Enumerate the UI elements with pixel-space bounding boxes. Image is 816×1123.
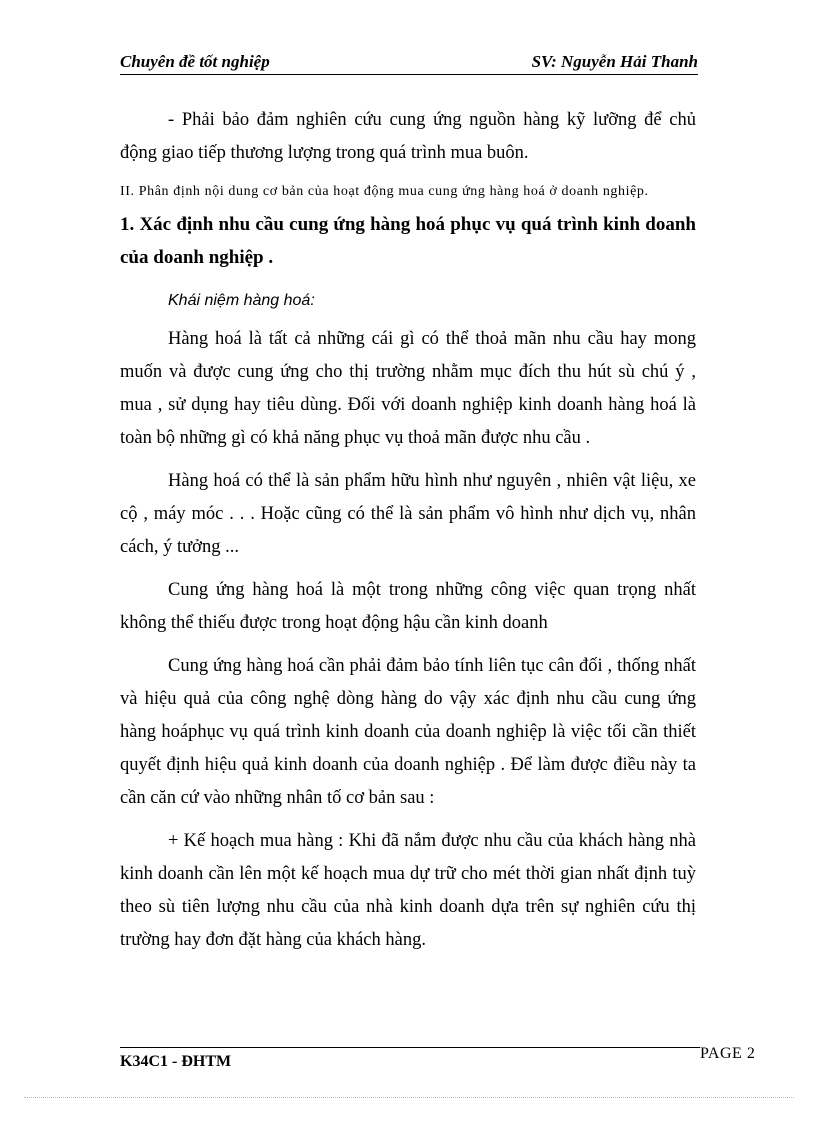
footer-class-code: K34C1 - ĐHTM bbox=[120, 1053, 232, 1070]
document-body bbox=[120, 104, 696, 967]
paragraph-goods-definition: Hàng hoá là tất cả những cái gì có thể thoả mãn nhu cầu hay mong muốn và được cung ứng cho thị trường nhằm mục đích thu hút sù chú ý , mua , sử dụng hay tiêu dùng. Đối với doanh nghiệp kinh doanh hàng hoá là toàn bộ những gì có khả năng phục vụ thoả mãn được nhu cầu . bbox=[120, 329, 696, 448]
page-header bbox=[120, 52, 698, 75]
concept-label: Khái niệm hàng hoá: bbox=[168, 292, 315, 309]
page-bottom-dotted-line bbox=[24, 1097, 794, 1098]
footer-divider bbox=[120, 1047, 700, 1048]
paragraph-purchase-plan: + Kế hoạch mua hàng : Khi đã nắm được nhu cầu của khách hàng nhà kinh doanh cần lên một kế hoạch mua dự trữ cho mét thời gian nhất định tuỳ theo sù tiên lượng nhu cầu của nhà kinh doanh dựa trên sự nghiên cứu thị trường hay đơn đặt hàng của khách hàng. bbox=[120, 831, 696, 950]
paragraph-research-requirement: - Phải bảo đảm nghiên cứu cung ứng nguồn hàng kỹ lưỡng để chủ động giao tiếp thương lượng trong quá trình mua buôn. bbox=[120, 110, 696, 163]
subsection-heading-1: 1. Xác định nhu cầu cung ứng hàng hoá phục vụ quá trình kinh doanh của doanh nghiệp . bbox=[120, 214, 696, 268]
header-student-name: SV: Nguyễn Hải Thanh bbox=[531, 52, 698, 71]
footer-page-number: PAGE 2 bbox=[700, 1045, 756, 1062]
section-heading-ii: II. Phân định nội dung cơ bản của hoạt động mua cung ứng hàng hoá ở doanh nghiệp. bbox=[120, 184, 649, 199]
header-course-title: Chuyên đề tốt nghiệp bbox=[120, 52, 270, 71]
paragraph-supply-importance: Cung ứng hàng hoá là một trong những công việc quan trọng nhất không thể thiếu được trong hoạt động hậu cần kinh doanh bbox=[120, 580, 696, 633]
paragraph-goods-types: Hàng hoá có thể là sản phẩm hữu hình như nguyên , nhiên vật liệu, xe cộ , máy móc . . . Hoặc cũng có thể là sản phẩm vô hình như dịch vụ, nhân cách, ý tưởng ... bbox=[120, 471, 696, 557]
paragraph-supply-requirements: Cung ứng hàng hoá cần phải đảm bảo tính liên tục cân đối , thống nhất và hiệu quả của công nghệ dòng hàng do vậy xác định nhu cầu cung ứng hàng hoáphục vụ quá trình kinh doanh của doanh nghiệp là việc tối cần thiết quyết định hiệu quả kinh doanh của doanh nghiệp . Để làm được điều này ta cần căn cứ vào những nhân tố cơ bản sau : bbox=[120, 656, 696, 808]
